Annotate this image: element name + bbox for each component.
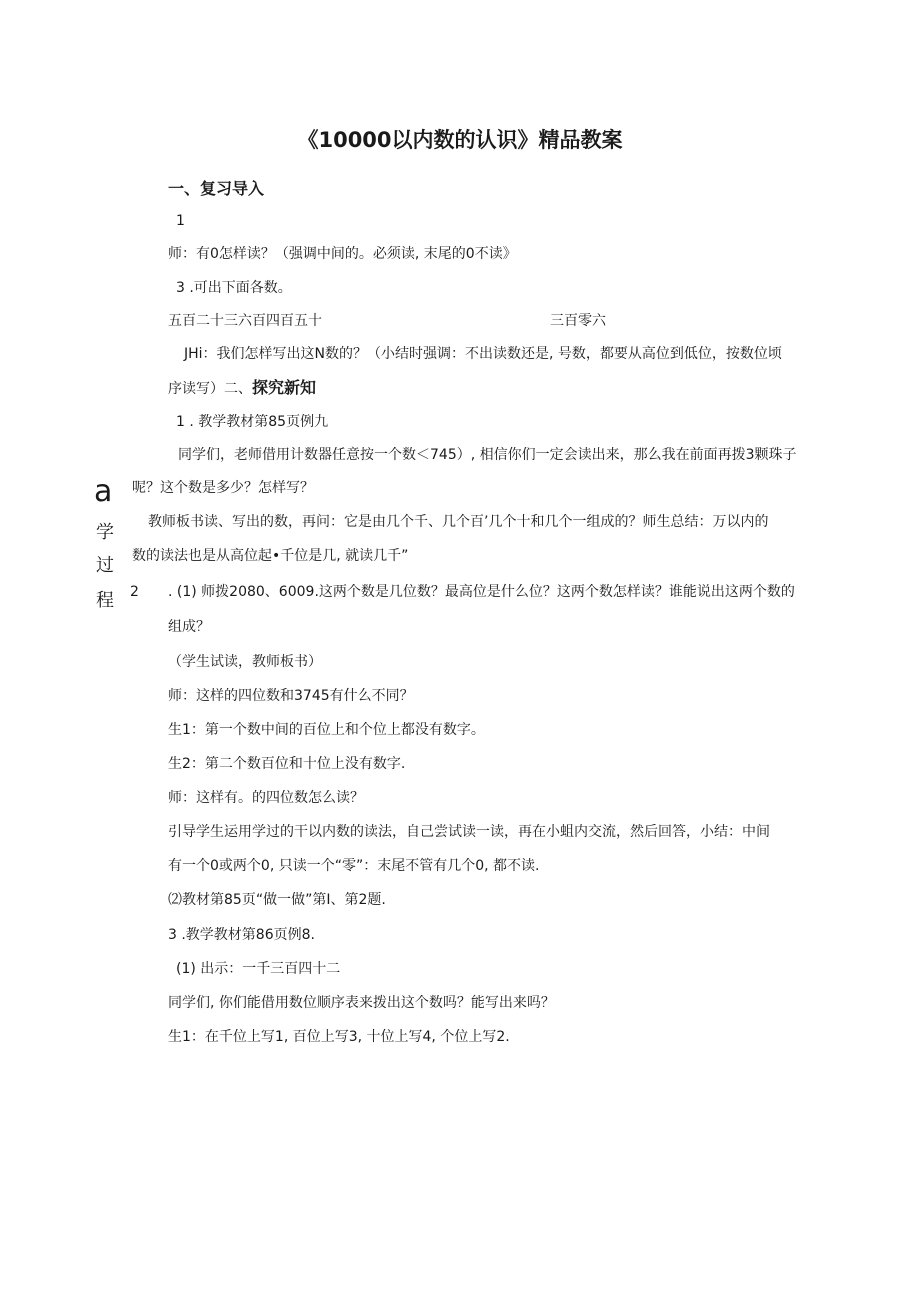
paragraph-students-try: （学生试读，教师板书）: [168, 654, 322, 670]
paragraph-difference: 师：这样的四位数和3745有什么不同？: [168, 688, 414, 704]
paragraph-zero-rule: 有一个0或两个0, 只读一个“零”：末尾不管有几个0, 都不读.: [168, 858, 540, 874]
paragraph-place-table: 同学们, 你们能借用数位顺序表来拨出这个数吗？能写出来吗？: [168, 995, 555, 1011]
paragraph-show-number: (1) 出示：一千三百四十二: [176, 961, 341, 977]
paragraph-teacher-zero: 师：有0怎样读？（强调中间的。必须读, 末尾的0不读》: [168, 246, 517, 262]
paragraph-reading-rule: 数的读法也是从高位起•千位是几, 就读几千”: [132, 548, 409, 564]
paragraph-example-9: 1 . 教学教材第85页例九: [176, 414, 329, 430]
paragraph-item-2: . (1) 师拨2080、6009.这两个数是几位数？最高位是什么位？这两个数怎样读？谁能说出这两个数的: [168, 584, 795, 600]
margin-char-1: 学: [96, 522, 114, 543]
paragraph-numbers-right: 三百零六: [550, 313, 606, 329]
paragraph-classmates: 同学们，老师借用计数器任意按一个数＜745）, 相信你们一定会读出来，那么我在前面再拨3颗珠子: [178, 447, 797, 463]
paragraph-guide: 引导学生运用学过的干以内数的读法，自己尝试读一读，再在小蛆内交流，然后回答，小结：中间: [168, 824, 770, 840]
paragraph-example-8: 3 .教学教材第86页例8.: [168, 927, 315, 943]
paragraph-numbers-left: 五百二十三六百四百五十: [168, 313, 322, 329]
paragraph-board-writing: 教师板书读、写出的数，再问：它是由几个千、几个百’几个十和几个一组成的？师生总结：万以内的: [148, 514, 769, 530]
paragraph-do-it: ⑵教材第85页“做一做”第I、第2题.: [168, 892, 386, 908]
paragraph-item-3: 3 .可出下面各数。: [176, 280, 292, 296]
paragraph-item-1: 1: [176, 213, 185, 229]
document-title: 《10000以内数的认识》精品教案: [297, 128, 623, 152]
paragraph-summary-tail: [168, 378, 316, 399]
section-heading-review: 一、复习导入: [168, 179, 265, 198]
margin-char-2: 过: [96, 555, 114, 576]
summary-tail-text: 序读写）二、: [168, 381, 252, 397]
paragraph-how-read: 师：这样有。的四位数怎么读？: [168, 790, 364, 806]
section-heading-explore: 探究新知: [252, 378, 317, 397]
paragraph-student-1: 生1：第一个数中间的百位上和个位上都没有数字。: [168, 722, 485, 738]
paragraph-composition: 组成？: [168, 619, 210, 635]
paragraph-item-2-number: 2: [130, 584, 139, 600]
paragraph-student-1-answer: 生1：在千位上写1, 百位上写3, 十位上写4, 个位上写2.: [168, 1029, 510, 1045]
paragraph-student-2: 生2：第二个数百位和十位上没有数字.: [168, 756, 406, 772]
paragraph-how-write: JHi：我们怎样写出这N数的？（小结时强调：不出读数还是, 号数，都要从高位到低位，按数位顷: [184, 346, 782, 362]
margin-letter: a: [94, 474, 113, 509]
paragraph-what-number: 呢？这个数是多少？怎样写？: [132, 480, 314, 496]
margin-char-3: 程: [96, 590, 114, 611]
